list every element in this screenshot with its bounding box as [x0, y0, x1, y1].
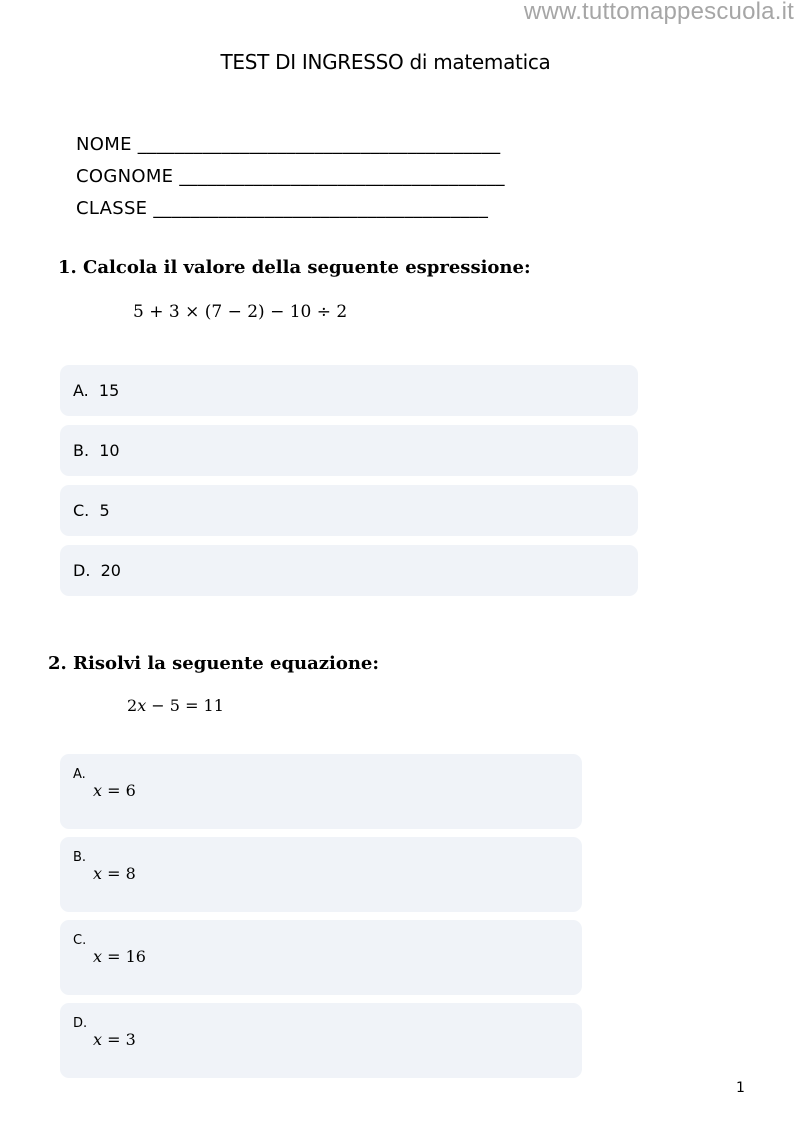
question-1-title: 1. Calcola il valore della seguente espressione:: [58, 257, 531, 278]
page-number: 1: [736, 1080, 745, 1096]
option-text: B. 10: [73, 441, 120, 460]
page-title: TEST DI INGRESSO di matematica: [220, 50, 551, 74]
question-1-option-b[interactable]: [60, 425, 638, 476]
question-2-option-b[interactable]: [60, 837, 582, 912]
option-label: B.: [73, 850, 87, 865]
question-1-expression: 5 + 3 × (7 − 2) − 10 ÷ 2: [133, 302, 348, 322]
question-1-option-d[interactable]: [60, 545, 638, 596]
option-text: D. 20: [73, 561, 121, 580]
field-classe: CLASSE ____________________________________: [76, 198, 489, 219]
question-2-title: 2. Risolvi la seguente equazione:: [48, 653, 380, 674]
option-value: x = 16: [93, 947, 146, 966]
option-value: x = 3: [93, 1030, 136, 1049]
option-text: C. 5: [73, 501, 110, 520]
question-2-option-a[interactable]: [60, 754, 582, 829]
option-value: x = 8: [93, 864, 136, 883]
option-text: A. 15: [73, 381, 120, 400]
question-2-expression: 2x − 5 = 11: [127, 696, 224, 715]
question-1-option-a[interactable]: [60, 365, 638, 416]
option-label: A.: [73, 767, 86, 782]
question-2-option-d[interactable]: [60, 1003, 582, 1078]
watermark: www.tuttomappescuola.it: [523, 0, 794, 25]
question-1-option-c[interactable]: [60, 485, 638, 536]
option-label: D.: [73, 1016, 88, 1031]
option-value: x = 6: [93, 781, 136, 800]
field-cognome: COGNOME ___________________________________: [76, 166, 505, 187]
question-2-option-c[interactable]: [60, 920, 582, 995]
field-nome: NOME _______________________________________: [76, 134, 501, 155]
option-label: C.: [73, 933, 87, 948]
